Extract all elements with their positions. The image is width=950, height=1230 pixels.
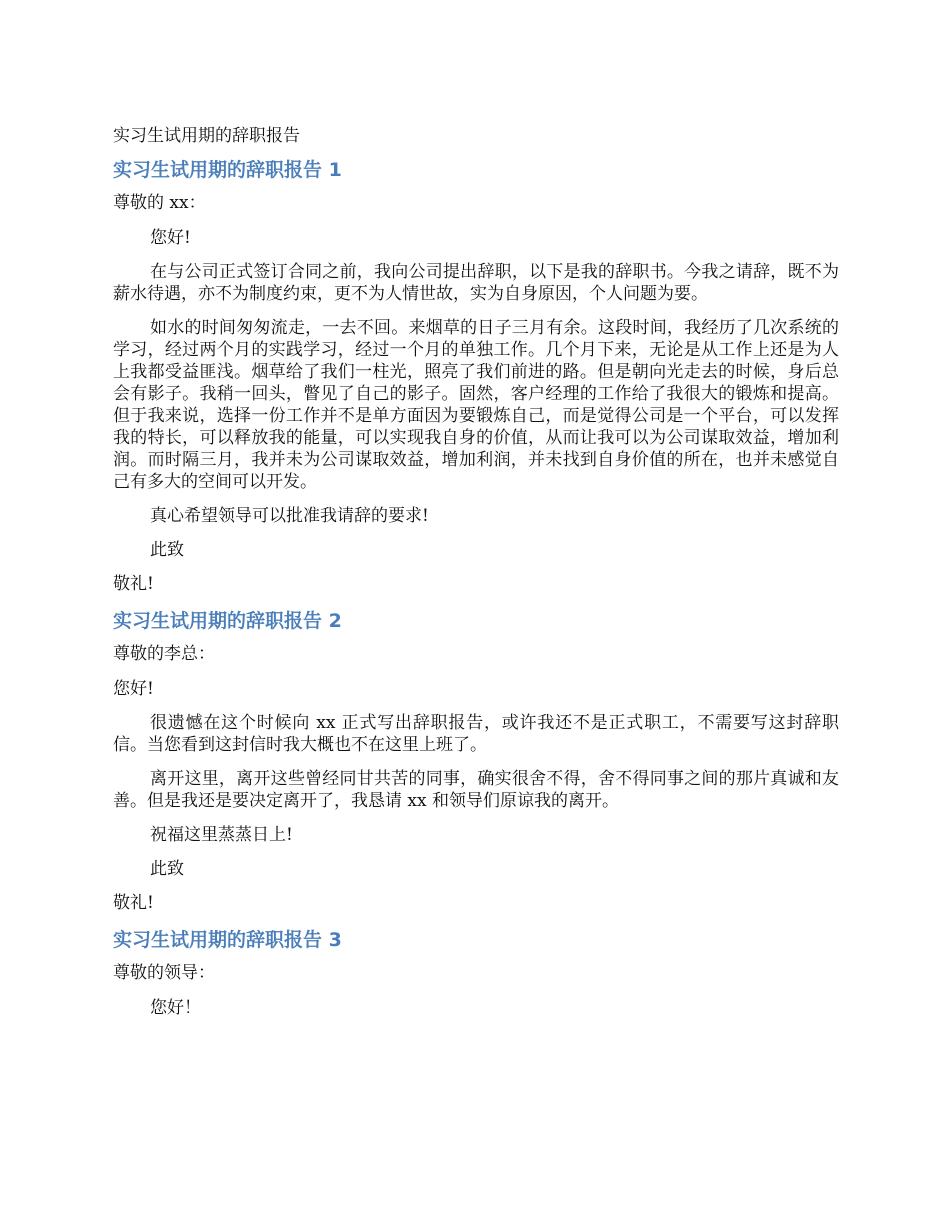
body-paragraph: 离开这里，离开这些曾经同甘共苦的同事，确实很舍不得，舍不得同事之间的那片真诚和友善。但是我还是要决定离开了，我恳请 xx 和领导们原谅我的离开。 — [113, 769, 839, 811]
section-heading: 实习生试用期的辞职报告 3 — [113, 929, 342, 951]
regards: 敬礼! — [113, 574, 154, 594]
body-paragraph: 真心希望领导可以批准我请辞的要求! — [150, 506, 429, 526]
salutation: 尊敬的李总： — [113, 644, 215, 664]
report-section-1 — [113, 156, 839, 595]
closing: 此致 — [150, 540, 184, 560]
body-paragraph: 祝福这里蒸蒸日上! — [150, 825, 293, 845]
salutation: 尊敬的 xx： — [113, 193, 206, 213]
body-paragraph: 很遗憾在这个时候向 xx 正式写出辞职报告，或许我还不是正式职工，不需要写这封辞职信。当您看到这封信时我大概也不在这里上班了。 — [113, 713, 839, 755]
document-title: 实习生试用期的辞职报告 — [113, 126, 300, 146]
body-paragraph: 如水的时间匆匆流走，一去不回。来烟草的日子三月有余。这段时间，我经历了几次系统的学习，经过两个月的实践学习，经过一个月的单独工作。几个月下来，无论是从工作上还是为人上我都受益匪浅。烟草给了我们一柱光，照亮了我们前进的路。但是朝向光走去的时候，身后总会有影子。我稍一回头，瞥见了自己的影子。固然，客户经理的工作给了我很大的锻炼和提高。但于我来说，选择一份工作并不是单方面因为要锻炼自己，而是觉得公司是一个平台，可以发挥我的特长，可以释放我的能量，可以实现我自身的价值，从而让我可以为公司谋取效益，增加利润。而时隔三月，我并未为公司谋取效益，增加利润，并未找到自身价值的所在，也并未感觉自己有多大的空间可以开发。 — [113, 318, 839, 492]
greeting: 您好! — [113, 679, 154, 699]
report-section-2 — [113, 607, 839, 914]
salutation: 尊敬的领导： — [113, 963, 215, 983]
section-heading: 实习生试用期的辞职报告 1 — [113, 159, 342, 181]
body-paragraph: 在与公司正式签订合同之前，我向公司提出辞职，以下是我的辞职书。今我之请辞，既不为薪水待遇，亦不为制度约束，更不为人情世故，实为自身原因，个人问题为要。 — [113, 262, 839, 304]
greeting: 您好！ — [150, 998, 201, 1018]
report-section-3 — [113, 926, 839, 1019]
regards: 敬礼! — [113, 893, 154, 913]
closing: 此致 — [150, 859, 184, 879]
greeting: 您好! — [150, 228, 191, 248]
document-body — [113, 124, 839, 1031]
section-heading: 实习生试用期的辞职报告 2 — [113, 610, 342, 632]
